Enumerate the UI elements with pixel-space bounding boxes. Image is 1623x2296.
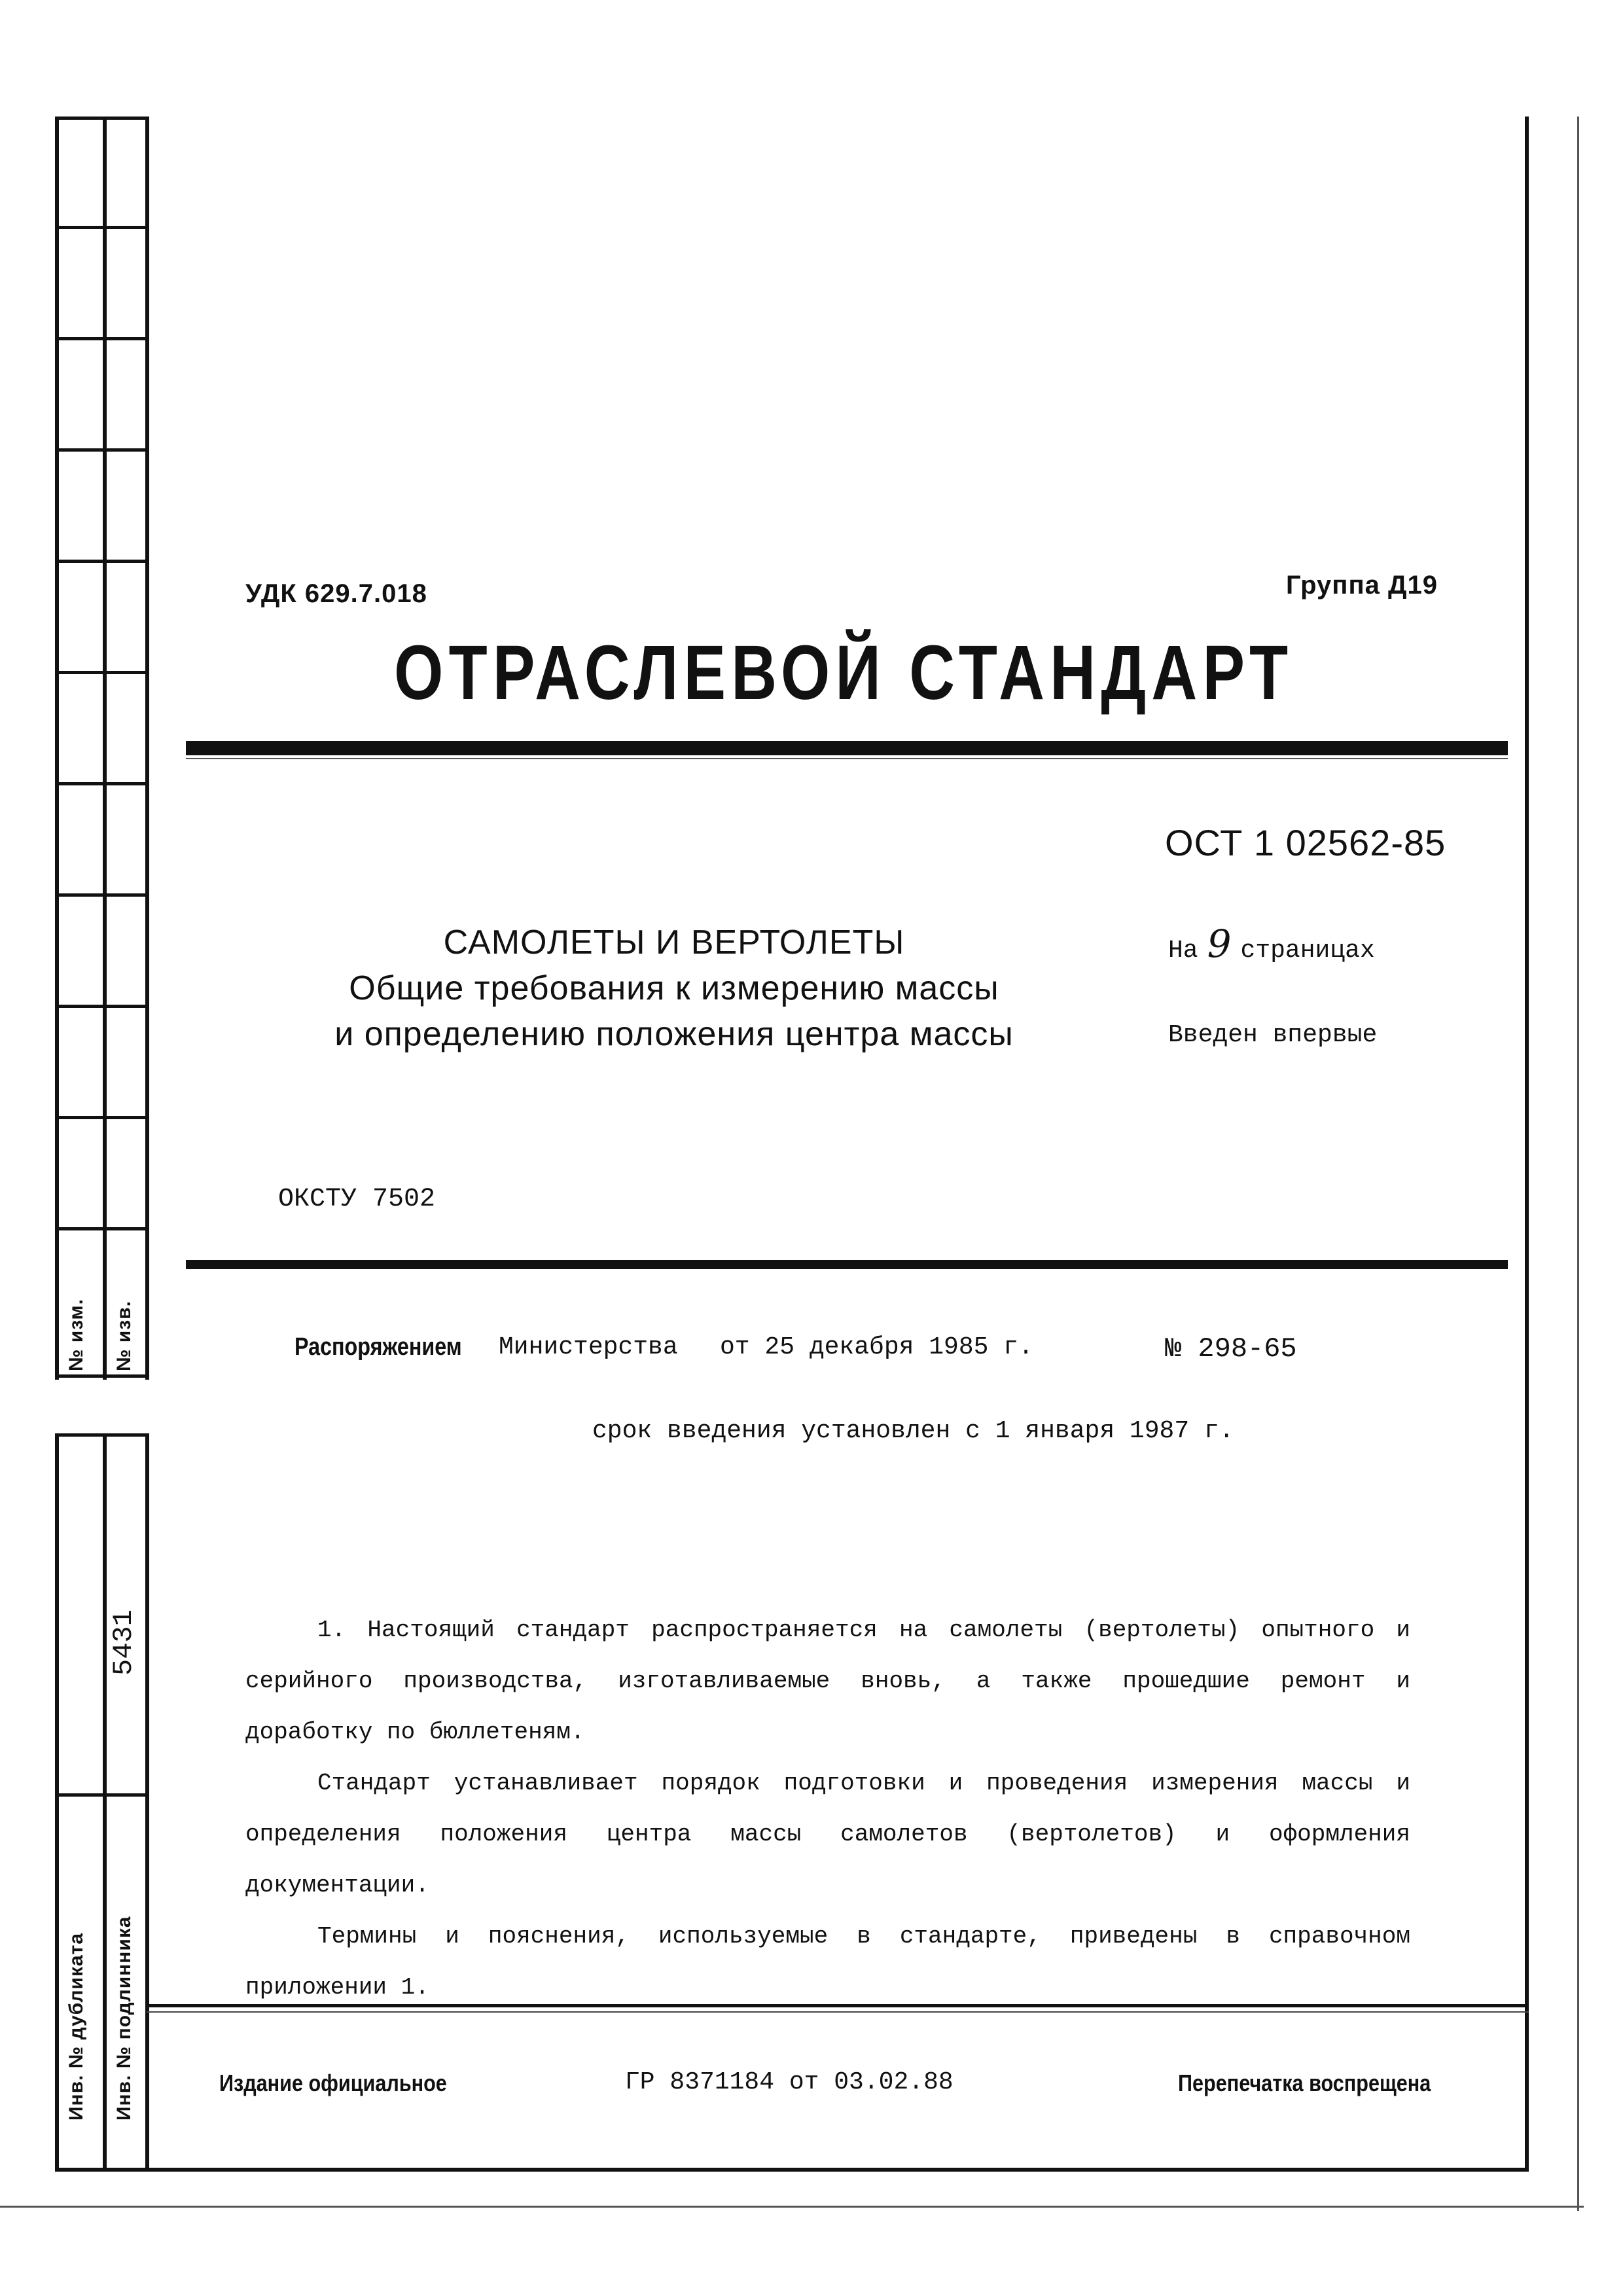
title-rule bbox=[186, 741, 1508, 755]
stamp-line bbox=[55, 671, 149, 674]
okstu-code: ОКСТУ 7502 bbox=[278, 1185, 436, 1214]
stamp-line bbox=[55, 1433, 149, 1437]
stamp-line bbox=[55, 1116, 149, 1119]
stamp-line bbox=[55, 893, 149, 897]
stamp-line bbox=[55, 1793, 149, 1797]
paragraph-1-text: 1. Настоящий стандарт распространяется на самолеты (вертолеты) опытного и серийного производства, изготавливаемые вновь, а также прошедшие ремонт и доработку по бюллетеням. bbox=[245, 1617, 1410, 1746]
standard-designation: ОСТ 1 02562-85 bbox=[1165, 822, 1446, 863]
stamp-line bbox=[55, 782, 149, 785]
subject-line-1: САМОЛЕТЫ И ВЕРТОЛЕТЫ bbox=[443, 924, 905, 961]
sheet-edge bbox=[0, 2206, 1584, 2208]
footer-rule-thin bbox=[147, 2011, 1529, 2013]
paragraph-1 bbox=[245, 1605, 1410, 1758]
paragraph-2-text: Стандарт устанавливает порядок подготовки и проведения измерения массы и определения положения центра массы самолетов (вертолетов) и оформления документации. bbox=[245, 1770, 1410, 1899]
decree-authority: Министерства bbox=[499, 1333, 678, 1361]
stamp-line bbox=[55, 226, 149, 229]
decree-number: № 298-65 bbox=[1165, 1333, 1297, 1365]
footer-registration: ГР 8371184 от 03.02.88 bbox=[625, 2068, 954, 2096]
stamp-label-notice-no: № изв. bbox=[113, 1300, 135, 1371]
page-count bbox=[1168, 922, 1375, 966]
subject-line-2: Общие требования к измерению массы bbox=[349, 969, 999, 1007]
stamp-line bbox=[55, 448, 149, 452]
section-rule bbox=[186, 1260, 1508, 1269]
decree-label: Распоряжением bbox=[294, 1333, 462, 1361]
stamp-line bbox=[55, 117, 149, 120]
stamp-line bbox=[55, 337, 149, 340]
introduced-note: Введен впервые bbox=[1168, 1021, 1378, 1049]
paragraph-2 bbox=[245, 1758, 1410, 1911]
footer-reprint-prohibited: Перепечатка воспрещена bbox=[1178, 2070, 1431, 2096]
stamp-line bbox=[145, 117, 149, 1380]
standard-subject bbox=[249, 920, 1099, 1057]
udk-code: УДК 629.7.018 bbox=[245, 579, 427, 608]
page-count-value: 9 bbox=[1207, 922, 1232, 966]
paragraph-3-text: Термины и пояснения, используемые в стандарте, приведены в справочном приложении 1. bbox=[245, 1923, 1410, 2001]
group-code: Группа Д19 bbox=[1286, 571, 1438, 600]
page-count-prefix: На bbox=[1168, 937, 1198, 965]
footer-official-edition: Издание официальное bbox=[219, 2070, 447, 2096]
stamp-inv-original-value: 5431 bbox=[108, 1609, 139, 1676]
frame-bottom-border bbox=[55, 2168, 1529, 2172]
stamp-line bbox=[55, 1005, 149, 1008]
stamp-label-change-no: № изм. bbox=[65, 1299, 87, 1371]
sheet-edge bbox=[1577, 117, 1579, 2211]
stamp-label-inv-duplicate: Инв. № дубликата bbox=[65, 1932, 87, 2121]
standard-title: ОТРАСЛЕВОЙ СТАНДАРТ bbox=[394, 630, 1294, 716]
footer-rule bbox=[147, 2004, 1529, 2007]
stamp-line bbox=[55, 1374, 149, 1378]
decree-date: от 25 декабря 1985 г. bbox=[720, 1333, 1033, 1361]
stamp-line bbox=[55, 1227, 149, 1230]
stamp-line bbox=[145, 1433, 149, 2172]
page-count-suffix: страницах bbox=[1240, 937, 1375, 965]
title-rule-thin bbox=[186, 758, 1508, 759]
paragraph-3 bbox=[245, 1911, 1410, 2013]
effective-date: срок введения установлен с 1 января 1987 г. bbox=[592, 1417, 1234, 1445]
frame-right-border bbox=[1525, 117, 1529, 2172]
stamp-line bbox=[55, 117, 59, 1380]
stamp-line bbox=[55, 560, 149, 563]
subject-line-3: и определению положения центра массы bbox=[334, 1015, 1014, 1053]
stamp-line bbox=[103, 117, 107, 1380]
stamp-label-inv-original: Инв. № подлинника bbox=[113, 1916, 135, 2121]
stamp-line bbox=[103, 1433, 107, 2172]
stamp-line bbox=[55, 1433, 59, 2172]
